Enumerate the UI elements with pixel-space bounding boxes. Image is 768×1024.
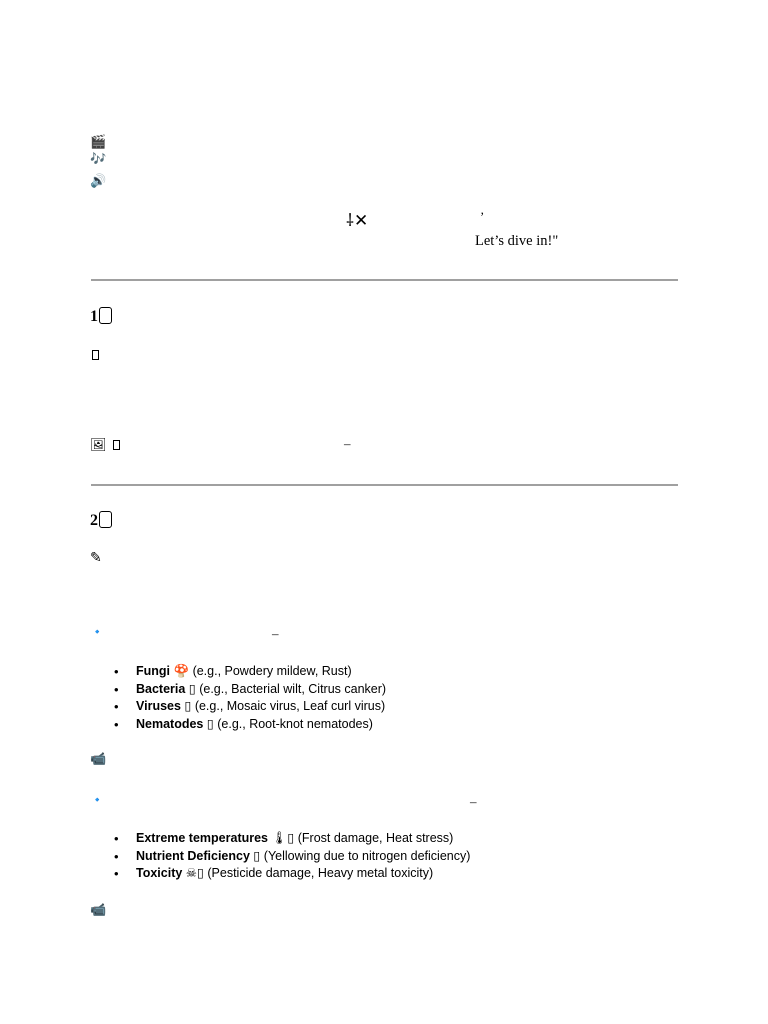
list-item-detail: (e.g., Bacterial wilt, Citrus canker): [199, 681, 387, 696]
dash: –: [344, 436, 351, 451]
keycap-icon: [99, 511, 112, 528]
biotic-causes-list: [112, 663, 386, 733]
divider-1: [91, 279, 678, 281]
tagline: Let’s dive in!": [475, 233, 559, 249]
list-item-term: Fungi: [136, 664, 171, 678]
list-item-detail: (Frost damage, Heat stress): [297, 831, 454, 845]
list-item: [112, 865, 470, 883]
blue-diamond-icon: 🔹: [91, 795, 104, 806]
missing-glyph-icon: ▯: [184, 699, 192, 713]
video-camera-icon: 📹: [90, 752, 107, 767]
list-item: [112, 848, 470, 866]
list-item-detail: (Yellowing due to nitrogen deficiency): [263, 848, 471, 863]
missing-glyph-icon: [113, 440, 120, 450]
list-item-term: Viruses: [136, 699, 181, 713]
list-item: [112, 716, 386, 734]
list-item-detail: (e.g., Root-knot nematodes): [217, 716, 373, 731]
list-item-detail: (e.g., Mosaic virus, Leaf curl virus): [194, 699, 386, 713]
skull-icon: ☠▯: [185, 866, 204, 880]
stray-apostrophe: ’: [480, 209, 485, 224]
missing-glyph-icon: ▯: [188, 681, 196, 696]
list-item-term: Toxicity: [136, 866, 183, 880]
missing-glyph-icon: ▯: [206, 716, 214, 731]
section-2-number: 2: [90, 512, 98, 529]
mushroom-icon: 🍄: [173, 664, 190, 678]
list-item: [112, 663, 386, 681]
wilted-plant-cross-icon: ⸸✕: [346, 211, 369, 231]
dash: –: [272, 626, 279, 641]
image-icon-row: [90, 437, 120, 453]
music-notes-icon: 🎶: [90, 152, 107, 167]
dash: –: [470, 794, 477, 809]
list-item: [112, 698, 386, 716]
section-1-heading: [90, 307, 112, 325]
section-2-heading: [90, 511, 112, 529]
video-camera-icon: 📹: [90, 903, 107, 918]
thermometer-icon: 🌡▯: [271, 831, 295, 845]
list-item-term: Bacteria: [136, 681, 186, 696]
keycap-icon: [99, 307, 112, 324]
list-item-detail: (e.g., Powdery mildew, Rust): [192, 664, 352, 678]
missing-glyph-icon: [92, 347, 99, 363]
list-item-term: Nematodes: [136, 716, 204, 731]
list-item-detail: (Pesticide damage, Heavy metal toxicity): [207, 866, 434, 880]
clapper-icon: 🎬: [90, 135, 107, 150]
section-1-number: 1: [90, 308, 98, 325]
list-item: [112, 681, 386, 699]
divider-2: [91, 484, 678, 486]
pencil-icon: ✎: [90, 550, 102, 566]
list-item: [112, 830, 470, 848]
framed-picture-icon: 🖼: [90, 438, 107, 453]
blue-diamond-icon: 🔹: [91, 627, 104, 638]
missing-glyph-icon: ▯: [253, 848, 261, 863]
abiotic-causes-list: [112, 830, 470, 883]
list-item-term: Nutrient Deficiency: [136, 848, 250, 863]
speaker-icon: 🔊: [90, 174, 107, 189]
list-item-term: Extreme temperatures: [136, 831, 269, 845]
